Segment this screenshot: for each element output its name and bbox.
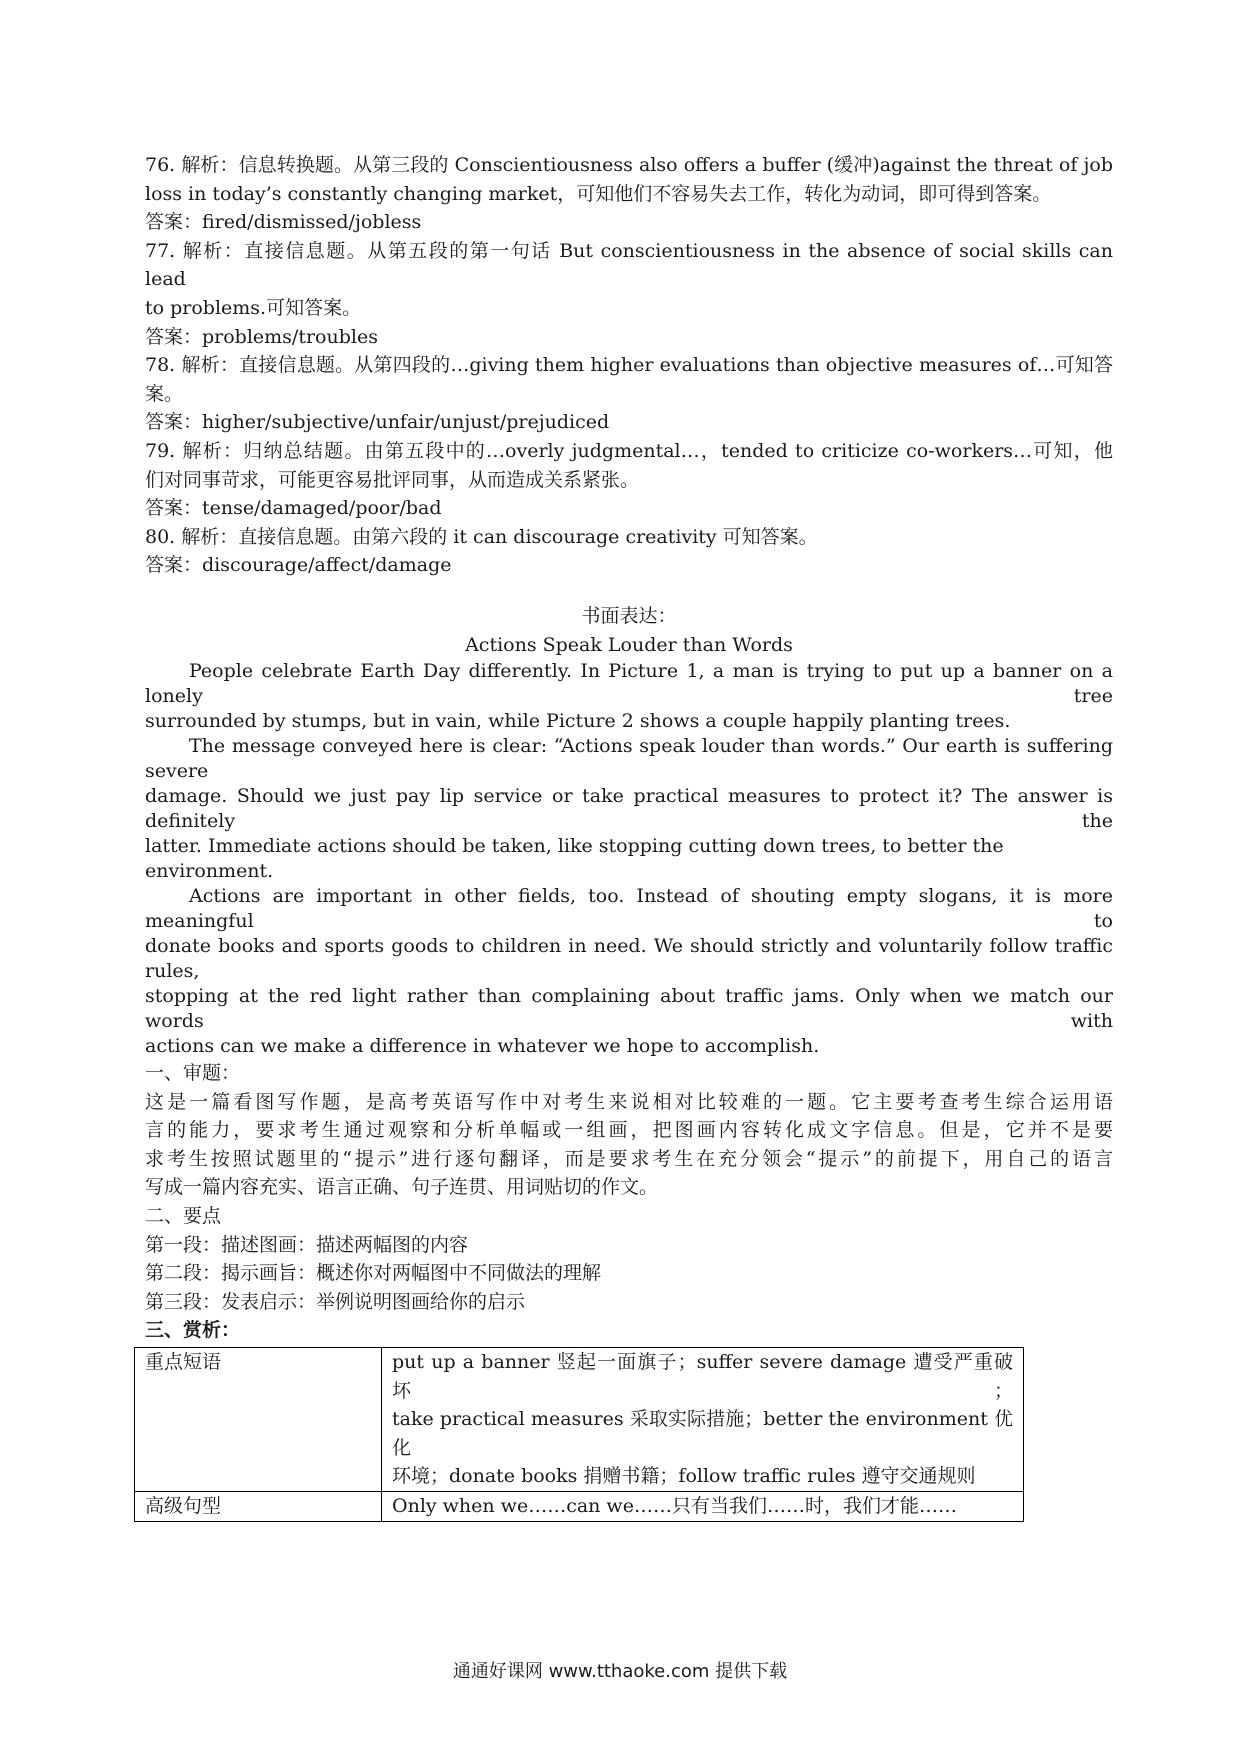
essay-line: stopping at the red light rather than complaining about traffic jams. Only when we match our words with (145, 985, 1113, 1033)
section-spacer (145, 580, 1113, 602)
answer-78 (145, 351, 1113, 437)
answers-section (145, 151, 1113, 580)
essay-line: People celebrate Earth Day differently. In Picture 1, a man is trying to put up a banner on a lonely tree (145, 660, 1113, 708)
phrase-line: 环境；donate books 捐赠书籍；follow traffic rules 遵守交通规则 (392, 1465, 976, 1488)
essay-paragraph-3 (145, 884, 1113, 1059)
row-content (382, 1492, 1024, 1522)
phrase-line: take practical measures 采取实际措施；better the environment 优化 (392, 1408, 1013, 1459)
essay-title: Actions Speak Louder than Words (465, 633, 793, 656)
essay-line: surrounded by stumps, but in vain, while Picture 2 shows a couple happily planting trees. (145, 710, 1011, 733)
analysis-line: 案。 (145, 382, 184, 405)
key-points-heading: 二、要点 (145, 1205, 222, 1228)
analysis-line: 们对同事苛求，可能更容易批评同事，从而造成关系紧张。 (145, 468, 640, 491)
essay-line: Actions are important in other fields, too. Instead of shouting empty slogans, it is more meaningful to (145, 885, 1113, 933)
review-heading: 一、审题： (145, 1062, 241, 1085)
key-point-item: 第三段：发表启示：举例说明图画给你的启示 (145, 1290, 526, 1313)
analysis-line: 79. 解析：归纳总结题。由第五段中的…overly judgmental…，tended to criticize co-workers…可知，他 (145, 439, 1113, 462)
analysis-line: to problems.可知答案。 (145, 296, 362, 319)
writing-heading: 书面表达： (581, 604, 677, 627)
answer-line: 答案：tense/damaged/poor/bad (145, 497, 442, 520)
review-line: 言的能力，要求考生通过观察和分析单幅或一组画，把图画内容转化成文字信息。但是，它并不是要 (145, 1119, 1113, 1142)
key-point-item: 第二段：揭示画旨：概述你对两幅图中不同做法的理解 (145, 1262, 602, 1285)
essay-line: latter. Immediate actions should be taken, like stopping cutting down trees, to better the environment. (145, 835, 1004, 883)
sentence-pattern-line: Only when we……can we……只有当我们……时，我们才能…… (392, 1495, 957, 1517)
row-label: 重点短语 (135, 1348, 382, 1492)
analysis-line: 77. 解析：直接信息题。从第五段的第一句话 But conscientiousness in the absence of social skills can lead (145, 239, 1113, 291)
answer-line: 答案：discourage/affect/damage (145, 554, 452, 577)
page-footer: 通通好课网 www.tthaoke.com 提供下载 (452, 1661, 788, 1682)
review-line: 写成一篇内容充实、语言正确、句子连贯、用词贴切的作文。 (145, 1176, 659, 1199)
essay-line: donate books and sports goods to children in need. We should strictly and voluntarily follow traffic rules, (145, 935, 1113, 983)
essay-line: damage. Should we just pay lip service or take practical measures to protect it? The answer is definitely the (145, 785, 1113, 833)
table-row (135, 1492, 1024, 1522)
answer-line: 答案：higher/subjective/unfair/unjust/prejudiced (145, 411, 610, 434)
review-line: 这是一篇看图写作题，是高考英语写作中对考生来说相对比较难的一题。它主要考查考生综合运用语 (145, 1090, 1113, 1113)
analysis-line: 76. 解析：信息转换题。从第三段的 Conscientiousness also offers a buffer (缓冲)against the threat of job (145, 154, 1113, 176)
appreciation-section (145, 1316, 1113, 1521)
phrase-line: put up a banner 竖起一面旗子；suffer severe damage 遭受严重破坏； (392, 1351, 1013, 1402)
answer-79 (145, 437, 1113, 523)
essay-line: The message conveyed here is clear: “Actions speak louder than words.” Our earth is suffering severe (145, 735, 1113, 783)
row-content (382, 1348, 1024, 1492)
review-line: 求考生按照试题里的“提示”进行逐句翻译，而是要求考生在充分领会“提示”的前提下，用自己的语言 (145, 1147, 1113, 1170)
appreciation-table (134, 1347, 1024, 1522)
answer-77 (145, 237, 1113, 351)
writing-section (145, 602, 1113, 1059)
essay-line: actions can we make a difference in whatever we hope to accomplish. (145, 1035, 820, 1058)
essay-paragraph-2 (145, 734, 1113, 884)
answer-80 (145, 523, 1113, 580)
answer-line: 答案：fired/dismissed/jobless (145, 211, 422, 234)
essay-paragraph-1 (145, 659, 1113, 734)
key-point-item: 第一段：描述图画：描述两幅图的内容 (145, 1233, 469, 1256)
document-body (145, 151, 1113, 1522)
table-row (135, 1348, 1024, 1492)
analysis-line: 78. 解析：直接信息题。从第四段的…giving them higher evaluations than objective measures of…可知答 (145, 354, 1113, 377)
key-points-section (145, 1202, 1113, 1316)
appreciation-heading: 三、赏析： (145, 1319, 241, 1342)
review-section (145, 1059, 1113, 1202)
analysis-line: 80. 解析：直接信息题。由第六段的 it can discourage creativity 可知答案。 (145, 525, 818, 548)
essay-body (145, 659, 1113, 1059)
row-label: 高级句型 (135, 1492, 382, 1522)
analysis-line: loss in today’s constantly changing market，可知他们不容易失去工作，转化为动词，即可得到答案。 (145, 182, 1052, 205)
answer-76 (145, 151, 1113, 237)
answer-line: 答案：problems/troubles (145, 325, 378, 348)
